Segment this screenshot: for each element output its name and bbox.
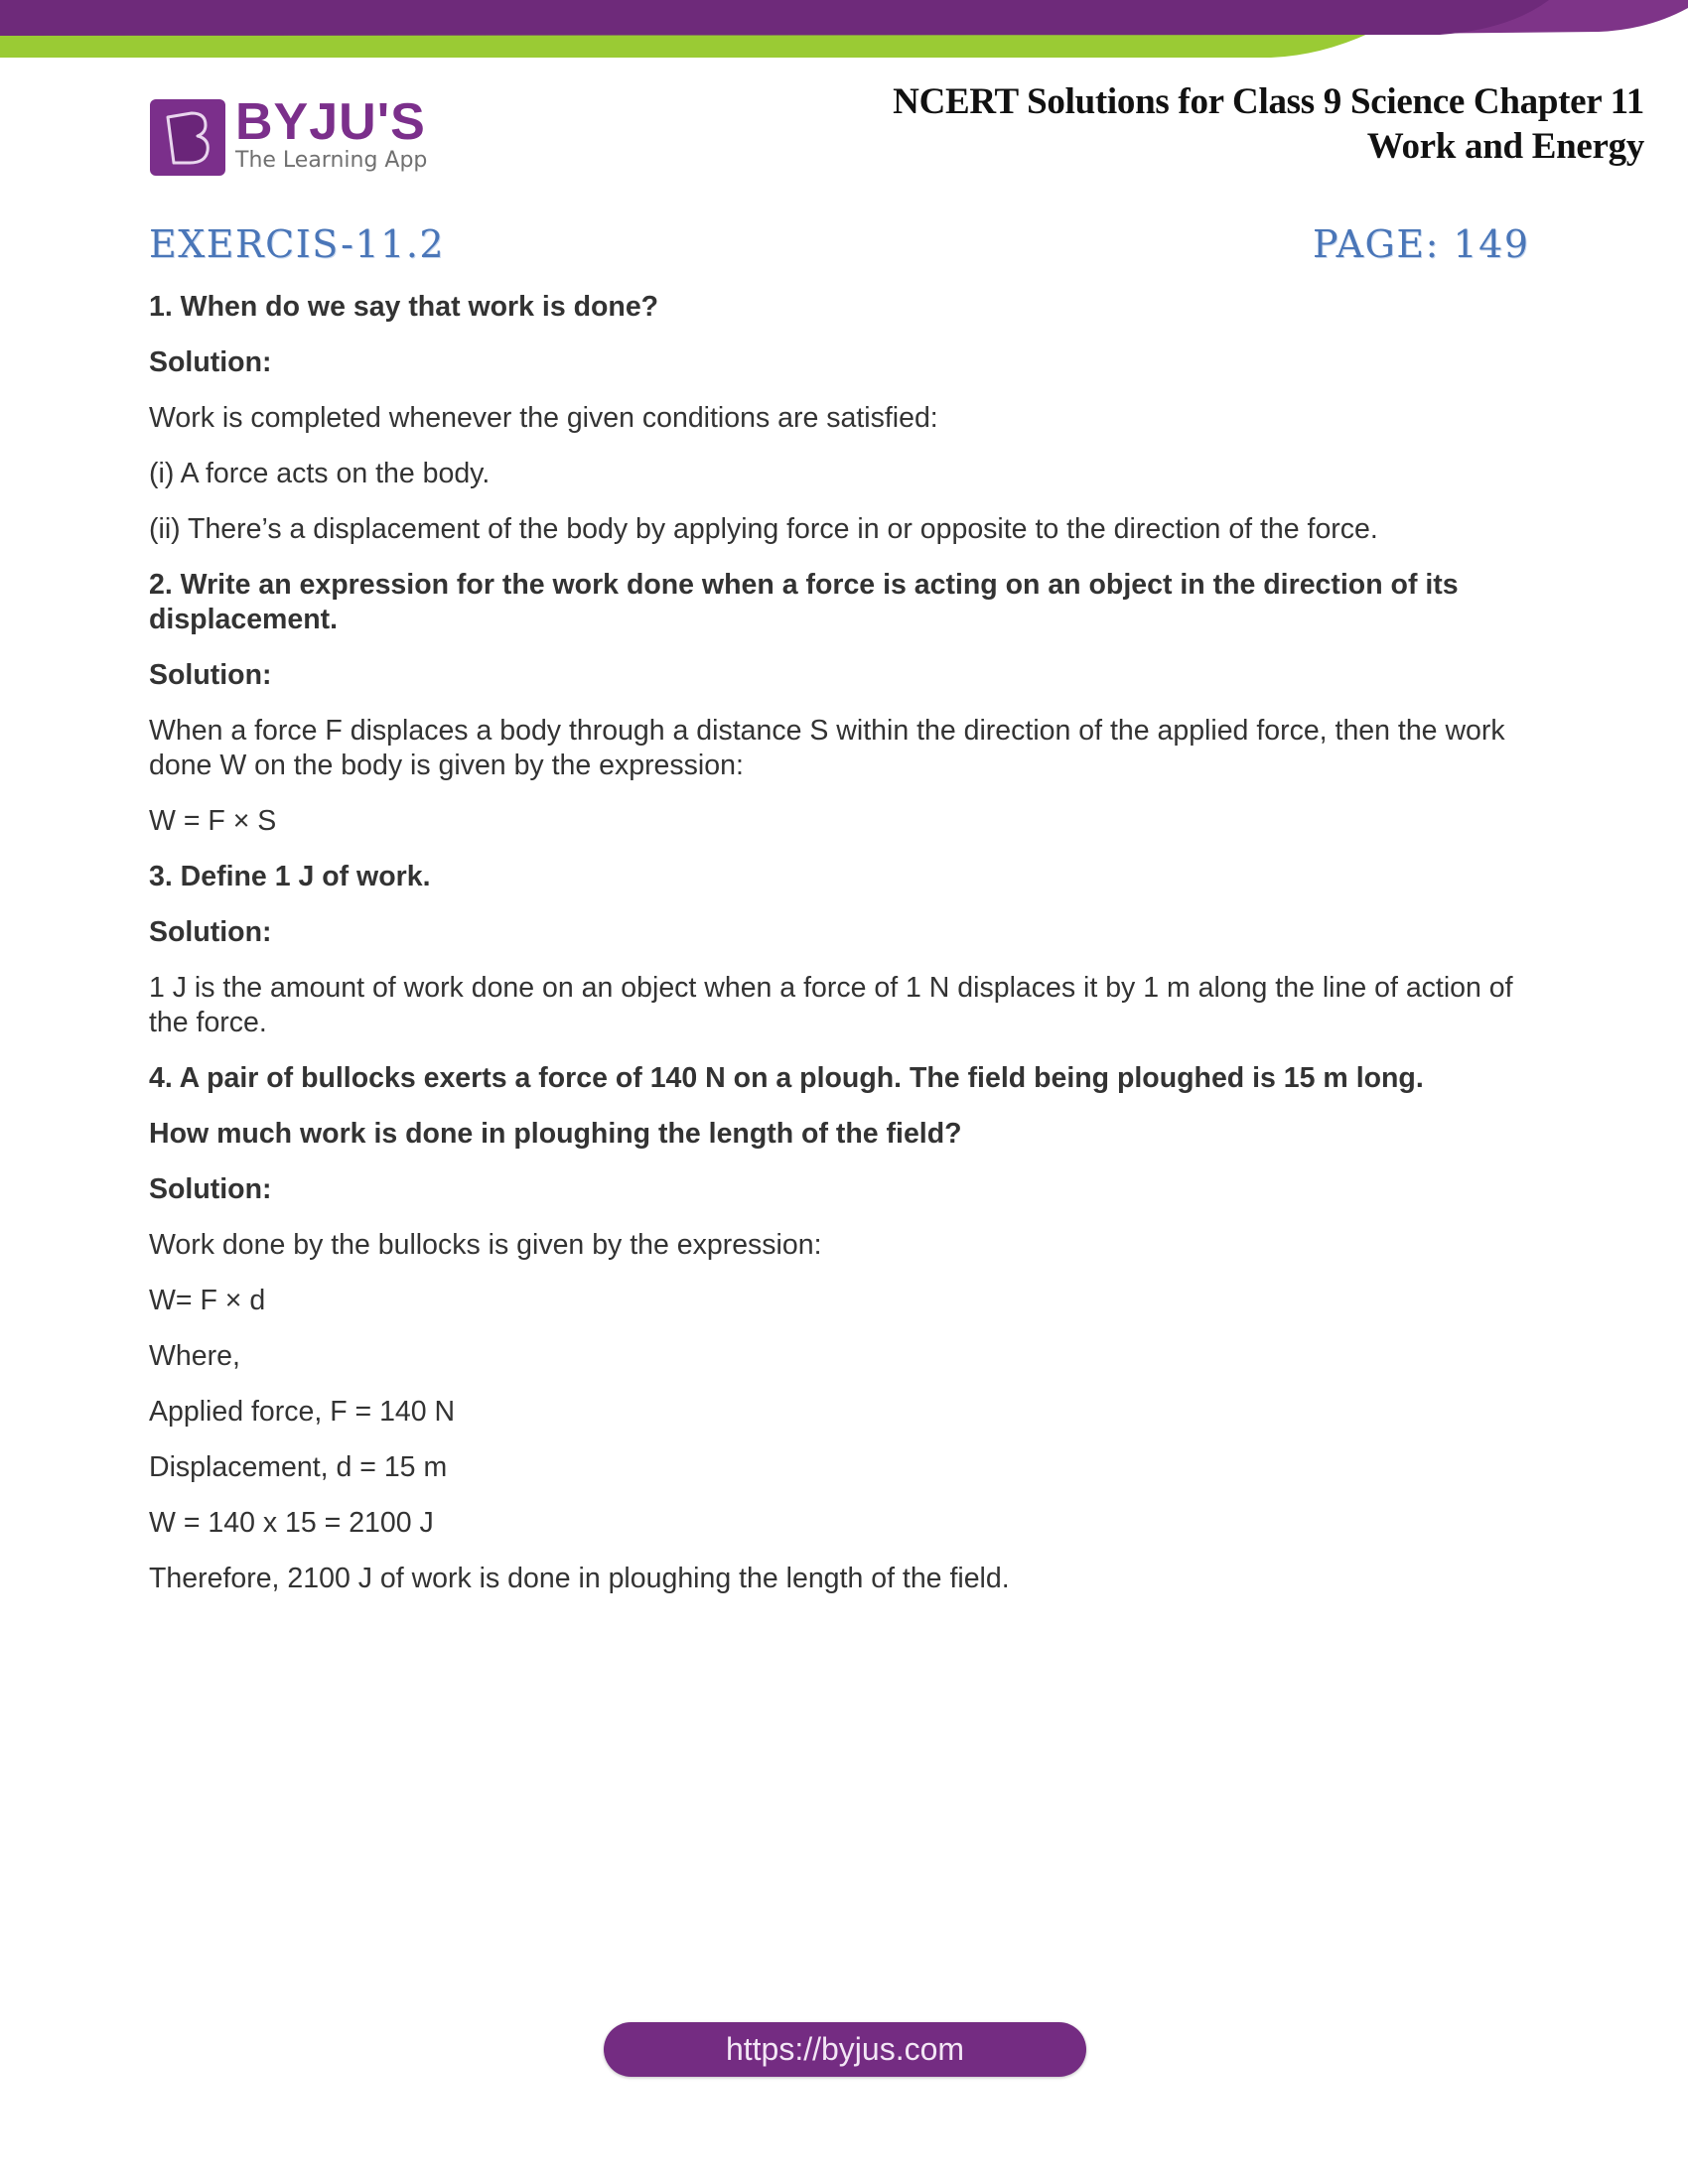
answer-4-displacement: Displacement, d = 15 m [149,1451,448,1483]
answer-4-where: Where, [149,1340,240,1372]
answer-4-force: Applied force, F = 140 N [149,1396,456,1428]
solution-label-1: Solution: [149,346,272,378]
solution-label-4: Solution: [149,1173,272,1205]
question-4-line-2: How much work is done in ploughing the length of the field? [149,1118,962,1150]
footer-url[interactable]: https://byjus.com [725,2031,965,2067]
answer-4-line-1: Work done by the bullocks is given by the expression: [149,1229,822,1261]
byjus-logo [150,93,428,176]
answer-3-line-1: 1 J is the amount of work done on an object when a force of 1 N displaces it by 1 m along the line of action of the force. [149,972,1513,1038]
answer-1-line-2: (i) A force acts on the body. [149,458,491,489]
logo-name: BYJU'S [235,93,426,151]
answer-4-calculation: W = 140 x 15 = 2100 J [149,1507,434,1539]
answer-4-formula: W= F × d [149,1285,266,1316]
answer-1-line-1: Work is completed whenever the given conditions are satisfied: [149,402,938,434]
header-decorative-bands [0,0,1688,64]
document-title-line1: NCERT Solutions for Class 9 Science Chapter 11 [893,81,1644,122]
footer-website-link[interactable] [604,2022,1086,2077]
exercise-heading: EXERCIS-11.2 [149,222,446,266]
answer-4-conclusion: Therefore, 2100 J of work is done in ploughing the length of the field. [149,1563,1010,1594]
purple-band [0,0,1549,36]
page-number-heading: PAGE: 149 [1313,222,1530,266]
question-1: 1. When do we say that work is done? [149,291,659,323]
answer-1-line-3: (ii) There’s a displacement of the body by applying force in or opposite to the direction of the force. [149,513,1378,545]
question-3: 3. Define 1 J of work. [149,861,431,892]
answer-2-line-1: When a force F displaces a body through a distance S within the direction of the applied force, then the work done W on the body is given by the expression: [149,715,1505,781]
solution-label-3: Solution: [149,916,272,948]
byjus-b-logo-icon [150,99,225,176]
document-body [149,290,1539,1617]
document-title-line2: Work and Energy [1366,126,1644,167]
question-4: 4. A pair of bullocks exerts a force of 140 N on a plough. The field being ploughed is 15 m long. [149,1062,1424,1094]
solution-label-2: Solution: [149,659,272,691]
document-title [893,79,1644,169]
logo-tagline: The Learning App [235,148,428,173]
green-band [0,33,1370,58]
answer-2-formula: W = F × S [149,805,277,837]
question-2: 2. Write an expression for the work done when a force is acting on an object in the direction of its displacement. [149,569,1459,635]
